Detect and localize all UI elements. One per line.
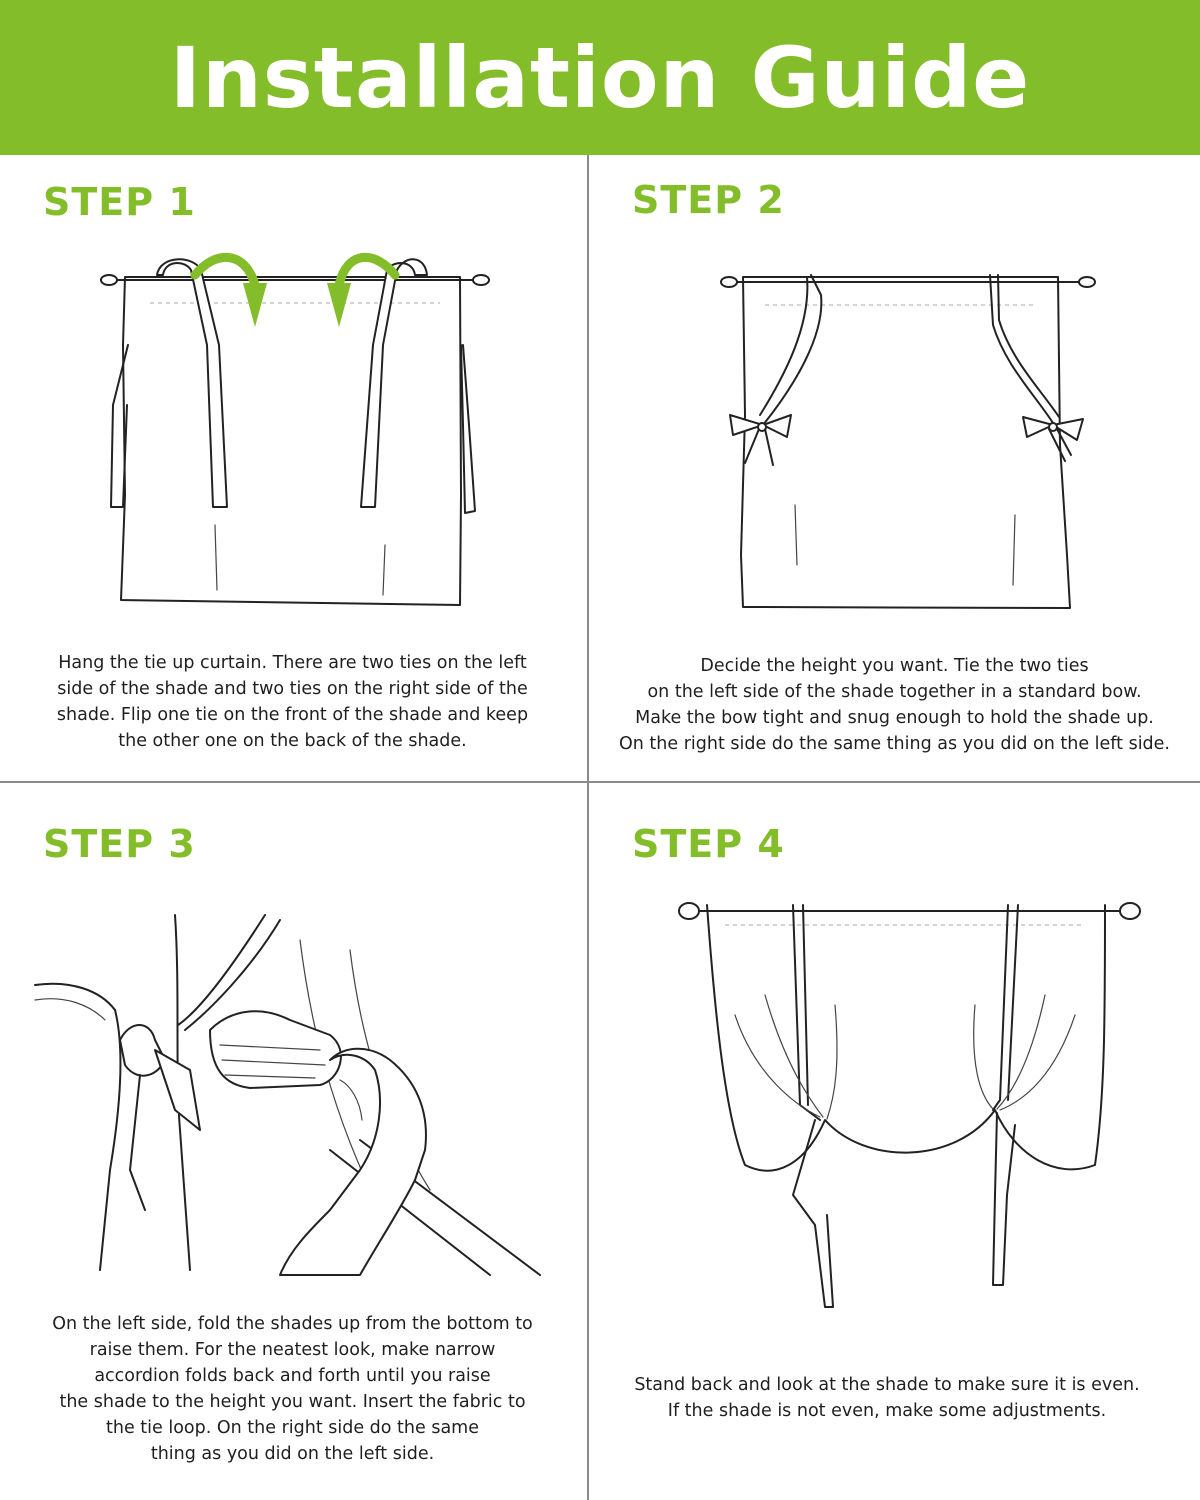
step-1-description: Hang the tie up curtain. There are two ties on the left side of the shade and two ties on the right side of the shade. Flip one tie on the front of the shade and keep the other one on the back of the shade. <box>56 653 529 751</box>
step-3-title: STEP 3 <box>43 822 196 866</box>
step-1-title: STEP 1 <box>43 180 196 224</box>
page-title: Installation Guide <box>169 28 1031 127</box>
step-2-illustration <box>715 265 1105 615</box>
vertical-divider <box>587 155 589 1500</box>
step-4-title: STEP 4 <box>632 822 785 866</box>
horizontal-divider <box>0 781 1200 783</box>
header-banner <box>0 0 1200 155</box>
step-4-illustration <box>675 895 1145 1315</box>
step-2-title: STEP 2 <box>632 178 785 222</box>
step-2-description: Decide the height you want. Tie the two ties on the left side of the shade together in a standard bow. Make the bow tight and snug enough to hold the shade up. On the right side do the same thing as you did on the left side. <box>619 656 1170 754</box>
step-1-illustration <box>95 245 495 620</box>
step-3-illustration <box>30 910 550 1280</box>
step-3-description: On the left side, fold the shades up from the bottom to raise them. For the neatest look, make narrow accordion folds back and forth until you raise the shade to the height you want. Insert the fabric to the tie loop. On the right side do the same thing as you did on the left side. <box>52 1314 533 1464</box>
step-4-description: Stand back and look at the shade to make sure it is even. If the shade is not even, make some adjustments. <box>634 1375 1140 1421</box>
